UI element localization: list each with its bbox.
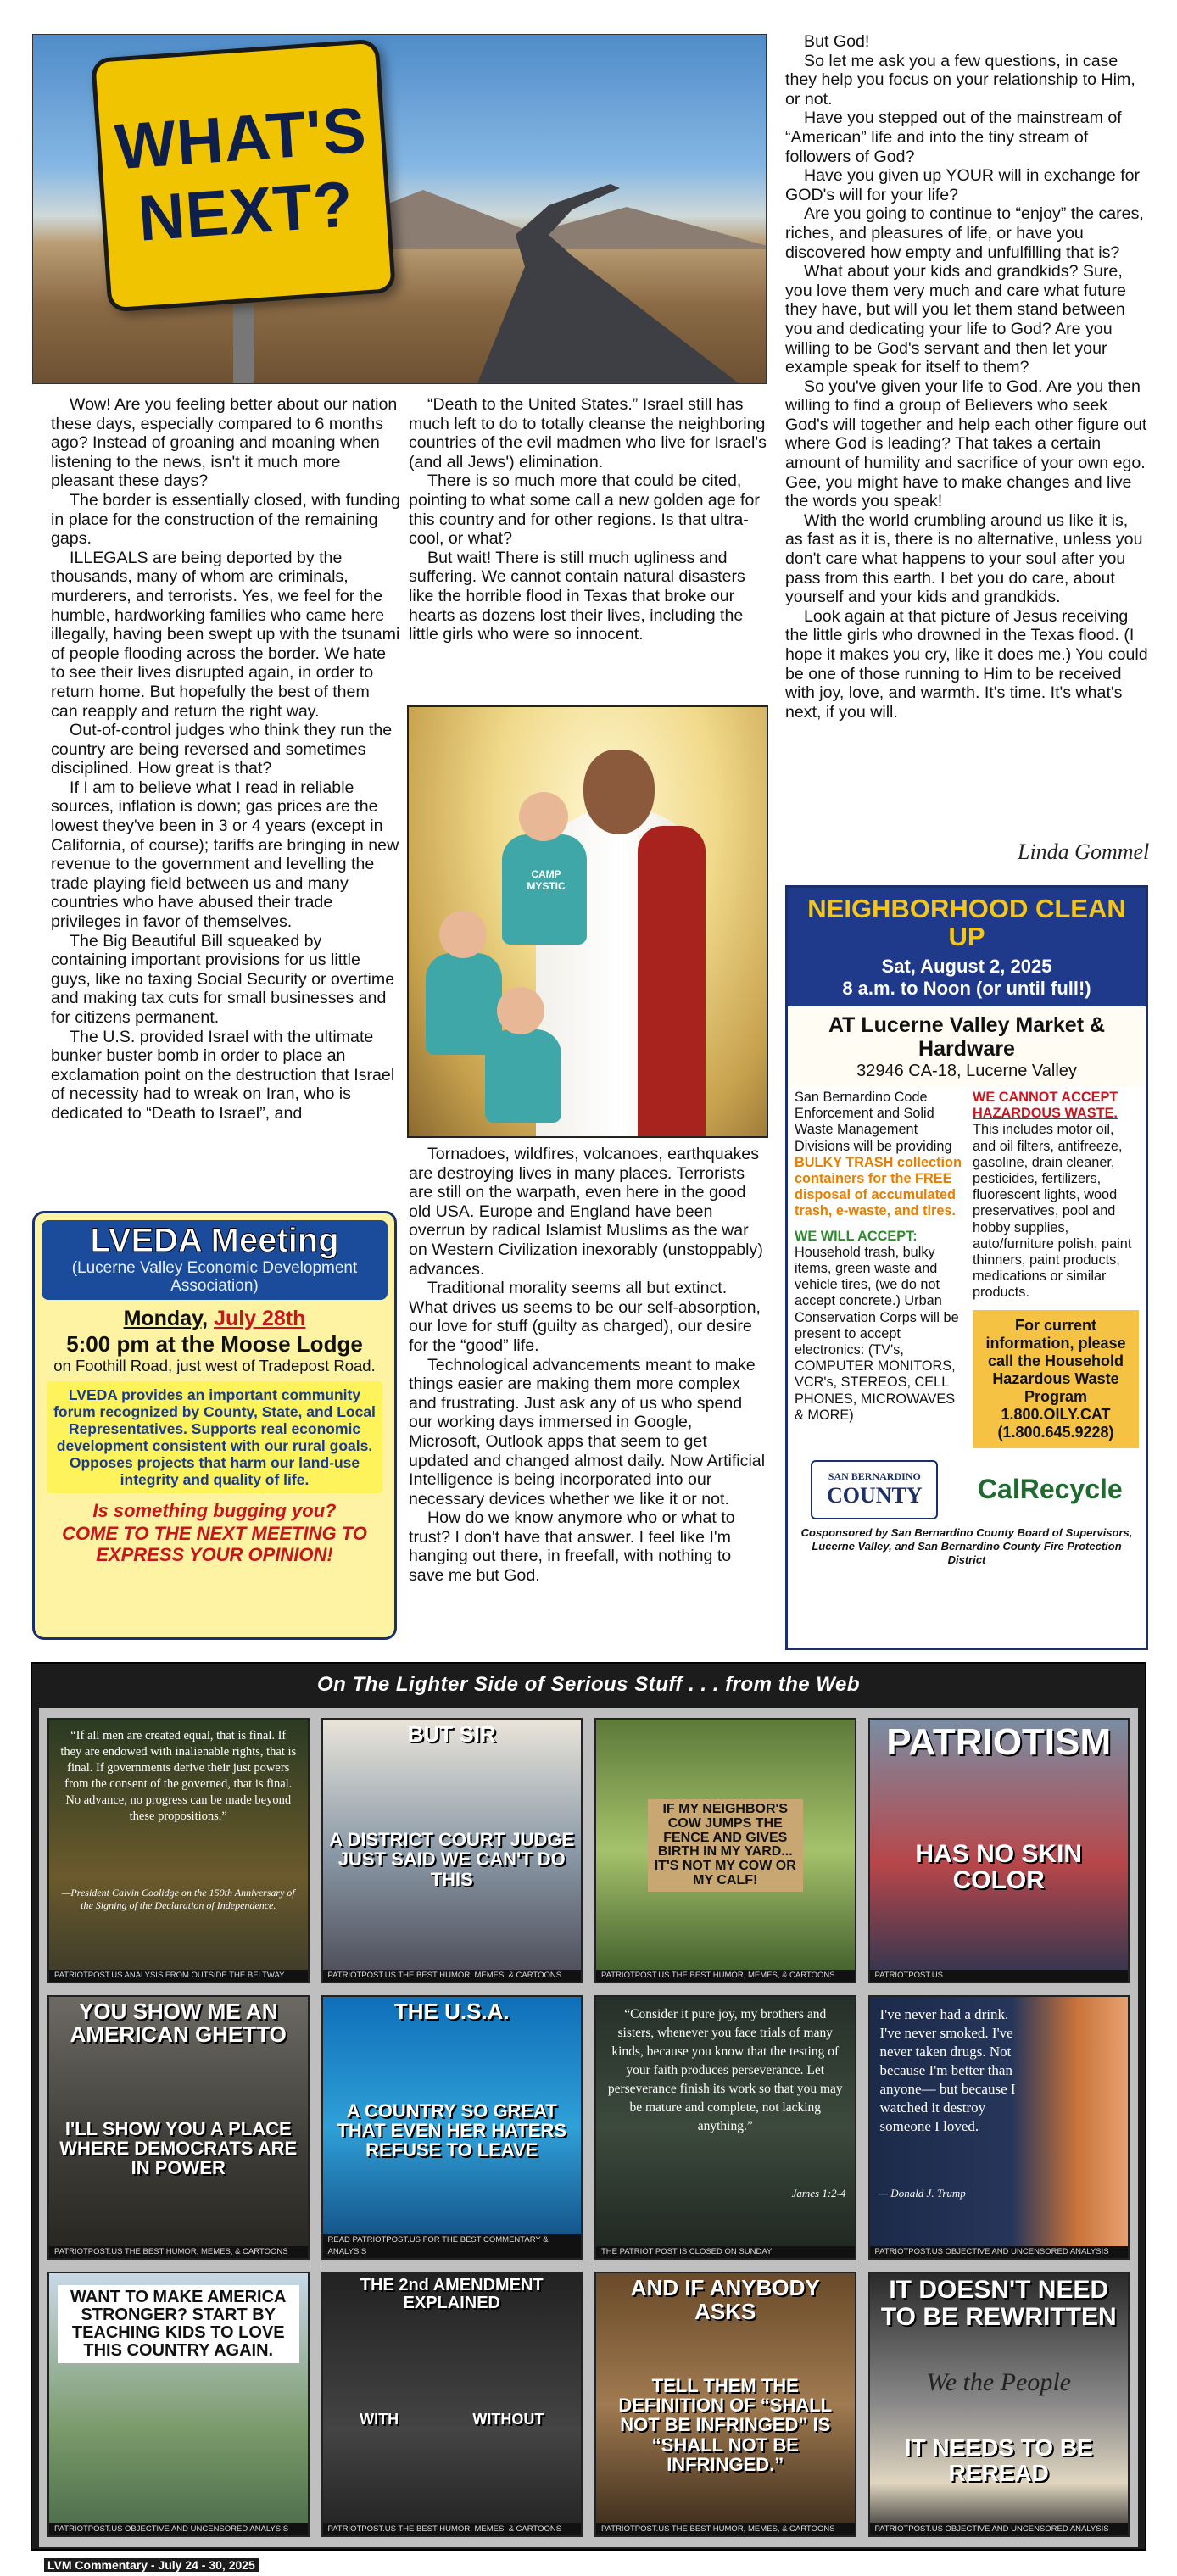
sponsor-logos <box>788 1452 1146 1523</box>
article-paragraph: So let me ask you a few questions, in case they help you focus on your relationship to Him, or not. <box>785 51 1135 109</box>
meme-tile <box>321 2272 583 2537</box>
meme-footer: PATRIOTPOST.US THE BEST HUMOR, MEMES, & CARTOONS <box>49 2246 308 2258</box>
lveda-header <box>42 1220 388 1300</box>
cleanup-time: 8 a.m. to Noon (or until full!) <box>842 978 1091 999</box>
meme-top-text: PATRIOTISM <box>886 1721 1112 1763</box>
meme-bottom-text: —President Calvin Coolidge on the 150th Anniversary of the Signing of the Declaration of Independence. <box>61 1887 295 1912</box>
cleanup-date: Sat, August 2, 2025 <box>881 956 1052 977</box>
shirt-text: CAMP MYSTIC <box>527 868 566 892</box>
memes-header: On The Lighter Side of Serious Stuff . . . from the Web <box>317 1673 860 1696</box>
meme-bottom-row <box>323 2407 582 2432</box>
article-paragraph: Have you stepped out of the mainstream of “American” life and into the tiny stream of followers of God? <box>785 109 1122 166</box>
article-paragraph: Technological advancements meant to make things easier are making them more complex and frustrating. Just ask any of us who spend our working days immersed in Google, Microsoft, Outlook apps that seem to get updated and changed almost daily. Now Artificial Intelligence is being incorporated into our necessary devices whether we like it or not. <box>409 1355 766 1508</box>
cleanup-columns <box>788 1086 1146 1452</box>
info-text: For current information, please call the Household Hazardous Waste Program <box>985 1316 1126 1405</box>
hazardous-info <box>973 1310 1139 1448</box>
figure-head <box>583 750 655 834</box>
hazardous-label: HAZARDOUS WASTE. <box>973 1106 1118 1122</box>
meme-footer: PATRIOTPOST.US <box>870 1970 1129 1982</box>
road-sign <box>91 39 396 313</box>
meme-bottom-text <box>173 2446 183 2453</box>
meme-tile <box>868 1718 1130 1983</box>
meme-top-text: I've never had a drink. I've never smoked. I've never taken drugs. Not because I'm better than anyone— but because I watched it destroy someone I loved. <box>879 2005 1016 2134</box>
cleanup-intro: San Bernardino Code Enforcement and Solid Waste Management Divisions will be providing <box>795 1090 952 1154</box>
child-figure <box>485 1029 561 1123</box>
meme-footer: PATRIOTPOST.US OBJECTIVE AND UNCENSORED ANALYSIS <box>49 2523 308 2535</box>
accept-label: WE WILL ACCEPT: <box>795 1228 918 1244</box>
cleanup-right-column <box>973 1090 1139 1448</box>
jesus-with-children-image <box>407 705 768 1138</box>
county-logo-text: COUNTY <box>826 1483 923 1508</box>
article-paragraph: Tornadoes, wildfires, volcanoes, earthquakes are destroying lives in many places. Terrorists are still on the warpath, even here in the good old USA. Europe and England have been overrun by radical Islamist Muslims as the war on Western Civilization inexorably (unstoppably) advances. <box>409 1145 763 1279</box>
meme-bottom-label: WITH <box>360 2411 399 2428</box>
signature: Linda Gommel <box>1018 839 1150 864</box>
meme-footer: PATRIOTPOST.US THE BEST HUMOR, MEMES, & CARTOONS <box>596 1970 855 1982</box>
meme-top-text: “Consider it pure joy, my brothers and sisters, whenever you face trials of many kinds, because you know that the testing of your faith produces perseverance. Let perseverance finish its work so that you may be mature and complete, not lacking anything.” <box>607 2006 843 2133</box>
memes-grid <box>39 1708 1138 2547</box>
cleanup-address: 32946 CA-18, Lucerne Valley <box>856 1062 1077 1080</box>
article-paragraph: Have you given up YOUR will in exchange for GOD's will for your life? <box>785 166 1141 204</box>
article-paragraph: Traditional morality seems all but extinct. What drives us seems to be our self-absorption, our love for stuff (guilty as charged), our desire for the “good” life. <box>409 1279 761 1355</box>
meme-tile <box>868 1995 1130 2261</box>
meme-footer: READ PATRIOTPOST.US FOR THE BEST COMMENTARY & ANALYSIS <box>323 2234 582 2258</box>
meme-footer: PATRIOTPOST.US OBJECTIVE AND UNCENSORED ANALYSIS <box>870 2523 1129 2535</box>
meme-tile <box>321 1995 583 2261</box>
article-paragraph: ILLEGALS are being deported by the thousands, many of whom are criminals, murderers, and terrorists. Yes, we feel for the humble, hardworking families who came here illegally, having been swept up with the tsunami of people flooding across the border. We hate to see their lives disrupted again, in order to return home. But hopefully the best of them can reapply and return the right way. <box>51 548 400 721</box>
child-head <box>439 911 487 958</box>
meme-bottom-text: A COUNTRY SO GREAT THAT EVEN HER HATERS REFUSE TO LEAVE <box>337 2100 567 2161</box>
calrecycle-logo: CalRecycle <box>977 1474 1123 1505</box>
meme-bottom-text: I'LL SHOW YOU A PLACE WHERE DEMOCRATS ARE IN POWER <box>59 2117 298 2178</box>
meme-tile <box>47 2272 310 2537</box>
article-paragraph: The U.S. provided Israel with the ultimate bunker buster bomb in order to place an exclamation point on the destruction that Israel of necessity had to wreak on Iran, who is dedicated to “Death to Israel”, and <box>51 1027 395 1123</box>
meme-top-text: YOU SHOW ME AN AMERICAN GHETTO <box>70 1998 287 2047</box>
meme-middle-text: We the People <box>926 2368 1071 2397</box>
meme-bottom-label: WITHOUT <box>472 2411 544 2428</box>
child-head <box>519 792 568 841</box>
lveda-subtitle: (Lucerne Valley Economic Development Association) <box>71 1259 358 1295</box>
meme-bottom-text: James 1:2-4 <box>791 2187 846 2200</box>
article-paragraph: If I am to believe what I read in reliable sources, inflation is down; gas prices are the lowest they've been in 3 or 4 years (except in California, of course); tariffs are bringing in new revenue to the government and levelling the trade playing field between us and many countries who have abused their trade privileges in favor of themselves. <box>51 778 399 932</box>
lveda-question: Is something bugging you? <box>92 1500 337 1521</box>
meme-bottom-text: — Donald J. Trump <box>878 2187 966 2200</box>
article-paragraph: How do we know anymore who or what to trust? I don't have that answer. I feel like I'm hanging out there, in freefall, with nothing to save me but God. <box>409 1508 735 1586</box>
lveda-title: LVEDA Meeting <box>90 1222 339 1259</box>
meme-top-text: THE U.S.A. <box>393 1998 510 2024</box>
meme-tile <box>868 2272 1130 2537</box>
meme-bottom-text: IT NEEDS TO BE REREAD <box>904 2434 1093 2486</box>
article-paragraph: Wow! Are you feeling better about our nation these days, especially compared to 6 months ago? Instead of groaning and moaning when listening to the news, isn't it much more pleasant these days? <box>51 395 398 491</box>
cleanup-location <box>788 1006 1146 1086</box>
meme-top-text: BUT SIR <box>407 1721 496 1747</box>
cosponsor-text: Cosponsored by San Bernardino County Board of Supervisors, Lucerne Valley, and San Bernardino County Fire Protection District <box>800 1525 1133 1566</box>
cleanup-box <box>785 885 1148 1650</box>
article-paragraph: Are you going to continue to “enjoy” the cares, riches, and pleasures of life, or have you discovered how empty and unfulfilling that is? <box>785 204 1144 262</box>
meme-footer: PATRIOTPOST.US ANALYSIS FROM OUTSIDE THE BELTWAY <box>49 1970 308 1982</box>
sign-post <box>233 304 254 384</box>
article-column-2-bottom <box>409 1145 768 1586</box>
lveda-day <box>35 1307 394 1331</box>
meme-tile <box>594 1995 856 2261</box>
meme-bottom-text: IF MY NEIGHBOR'S COW JUMPS THE FENCE AND GIVES BIRTH IN MY YARD... IT'S NOT MY COW OR MY CALF! <box>648 1799 803 1892</box>
lveda-location: on Foothill Road, just west of Tradepost Road. <box>53 1357 376 1374</box>
article-paragraph: Out-of-control judges who think they run the country are being reversed and sometimes disciplined. How great is that? <box>51 721 393 778</box>
meme-footer: PATRIOTPOST.US THE BEST HUMOR, MEMES, & CARTOONS <box>596 2523 855 2535</box>
meme-top-text: IT DOESN'T NEED TO BE REWRITTEN <box>880 2276 1117 2331</box>
cleanup-header <box>788 888 1146 1006</box>
sash-shape <box>638 826 706 1138</box>
hero-image <box>32 34 767 384</box>
lveda-time: 5:00 pm at the Moose Lodge <box>66 1331 363 1357</box>
county-logo-top: SAN BERNARDINO <box>828 1470 921 1483</box>
phone-secondary: (1.800.645.9228) <box>997 1423 1114 1441</box>
meme-footer: PATRIOTPOST.US OBJECTIVE AND UNCENSORED ANALYSIS <box>870 2246 1129 2258</box>
accept-text: Household trash, bulky items, green waste and vehicle tires, (we do not accept concrete.) Urban Conservation Corps will be present to accept electronics: (TV's, COMPUTER MONITORS, VCR's, STEREOS, CELL PHONES, MICROWAVES & MORE) <box>795 1244 959 1423</box>
article-paragraph: The Big Beautiful Bill squeaked by containing important provisions for us little guys, like no taxing Social Security or overtime and making tax cuts for small businesses and for citizens permanent. <box>51 931 395 1027</box>
meme-bottom-text: A DISTRICT COURT JUDGE JUST SAID WE CAN'T DO THIS <box>329 1829 575 1890</box>
cleanup-left-column <box>795 1090 964 1448</box>
article-paragraph: There is so much more that could be cited, pointing to what some call a new golden age for this country and for other regions. Is that ultra-cool, or what? <box>409 471 760 549</box>
lveda-weekday: Monday, <box>123 1307 209 1330</box>
lveda-date: July 28th <box>214 1307 306 1330</box>
lveda-description: LVEDA provides an important community forum recognized by County, State, and Local Representatives. Supports real economic development consistent with our rural goals. Opposes projects that harm our land-use integrity and quality of life. <box>47 1381 382 1493</box>
meme-footer: PATRIOTPOST.US THE BEST HUMOR, MEMES, & CARTOONS <box>323 1970 582 1982</box>
meme-tile <box>594 2272 856 2537</box>
memes-section <box>31 1662 1146 2551</box>
sign-text: WHAT'S NEXT? <box>112 93 370 255</box>
meme-top-text: AND IF ANYBODY ASKS <box>630 2275 820 2324</box>
meme-top-text: WANT TO MAKE AMERICA STRONGER? START BY TEACHING KIDS TO LOVE THIS COUNTRY AGAIN. <box>58 2285 299 2363</box>
article-column-2-top <box>409 395 768 644</box>
page-footer: LVM Commentary - July 24 - 30, 2025 <box>44 2558 259 2572</box>
meme-bottom-text: HAS NO SKIN COLOR <box>915 1839 1083 1895</box>
meme-tile <box>594 1718 856 1983</box>
article-paragraph: So you've given your life to God. Are you then willing to find a group of Believers who seek God's will together and help each other figure out where God is leading? That takes a certain amount of humility and sacrifice of your own ego. Gee, you might have to make changes and live the words you speak! <box>785 376 1147 511</box>
meme-top-text: THE 2nd AMENDMENT EXPLAINED <box>360 2276 544 2313</box>
meme-tile <box>47 1718 310 1983</box>
article-column-1 <box>51 395 400 1124</box>
cleanup-venue: AT Lucerne Valley Market & Hardware <box>828 1013 1106 1061</box>
article-paragraph: But wait! There is still much ugliness and suffering. We cannot contain natural disasters like the horrible flood in Texas that broke our hearts as dozens lost their lives, including the little girls who were so innocent. <box>409 548 745 644</box>
meme-top-text: “If all men are created equal, that is final. If they are endowed with inalienable rights, that is final. If governments derive their just powers from the consent of the governed, that is final. No advance, no progress can be made beyond these propositions.” <box>60 1729 297 1823</box>
cleanup-highlight: BULKY TRASH collection containers for the FREE disposal of accumulated trash, e-waste, and tires. <box>795 1154 962 1219</box>
meme-footer: PATRIOTPOST.US THE BEST HUMOR, MEMES, & CARTOONS <box>323 2523 582 2535</box>
article-paragraph: What about your kids and grandkids? Sure, you love them very much and care what future they have, but will you let them stand between you and dedicating your life to God? Are you willing to be God's servant and then let your example speak for itself to them? <box>785 262 1126 377</box>
san-bernardino-county-logo <box>811 1460 938 1519</box>
meme-tile <box>321 1718 583 1983</box>
article-paragraph: With the world crumbling around us like it is, as fast as it is, there is no alternative, unless you don't care what happens to your soul after you pass from this earth. I bet you do care, about yourself and your kids and grandkids. <box>785 510 1143 607</box>
article-paragraph: The border is essentially closed, with funding in place for the construction of the remaining gaps. <box>51 490 400 549</box>
meme-bottom-text: TELL THEM THE DEFINITION OF “SHALL NOT BE INFRINGED” IS “SHALL NOT BE INFRINGED.” <box>618 2375 833 2475</box>
article-column-3 <box>785 32 1148 722</box>
phone-primary: 1.800.OILY.CAT <box>1001 1405 1111 1423</box>
lveda-meeting-box <box>32 1211 397 1640</box>
article-paragraph: But God! <box>804 32 870 51</box>
cleanup-title: NEIGHBORHOOD CLEAN UP <box>807 894 1126 951</box>
meme-tile <box>47 1995 310 2261</box>
article-paragraph: “Death to the United States.” Israel still has much left to do to totally cleanse the neighboring countries of the evil madmen who live for Israel's (and all Jews') elimination. <box>409 395 767 471</box>
article-paragraph: Look again at that picture of Jesus receiving the little girls who drowned in the Texas flood. (I hope it makes you cry, like it does me.) You could be one of those running to Him to be received with joy, love, and warmth. It's time. It's what's next, if you will. <box>785 606 1148 722</box>
meme-footer: THE PATRIOT POST IS CLOSED ON SUNDAY <box>596 2246 855 2258</box>
cannot-label: WE CANNOT ACCEPT <box>973 1090 1118 1105</box>
lveda-call-to-action: COME TO THE NEXT MEETING TO EXPRESS YOUR OPINION! <box>62 1523 367 1565</box>
cannot-text: This includes motor oil, and oil filters, antifreeze, gasoline, drain cleaner, pesticides, fertilizers, fluorescent lights, wood preservatives, pool and hobby supplies, auto/furniture polish, paint thinners, paint products, medications or similar products. <box>973 1122 1132 1301</box>
child-head <box>497 987 544 1034</box>
meme-top-text <box>720 1720 730 1726</box>
